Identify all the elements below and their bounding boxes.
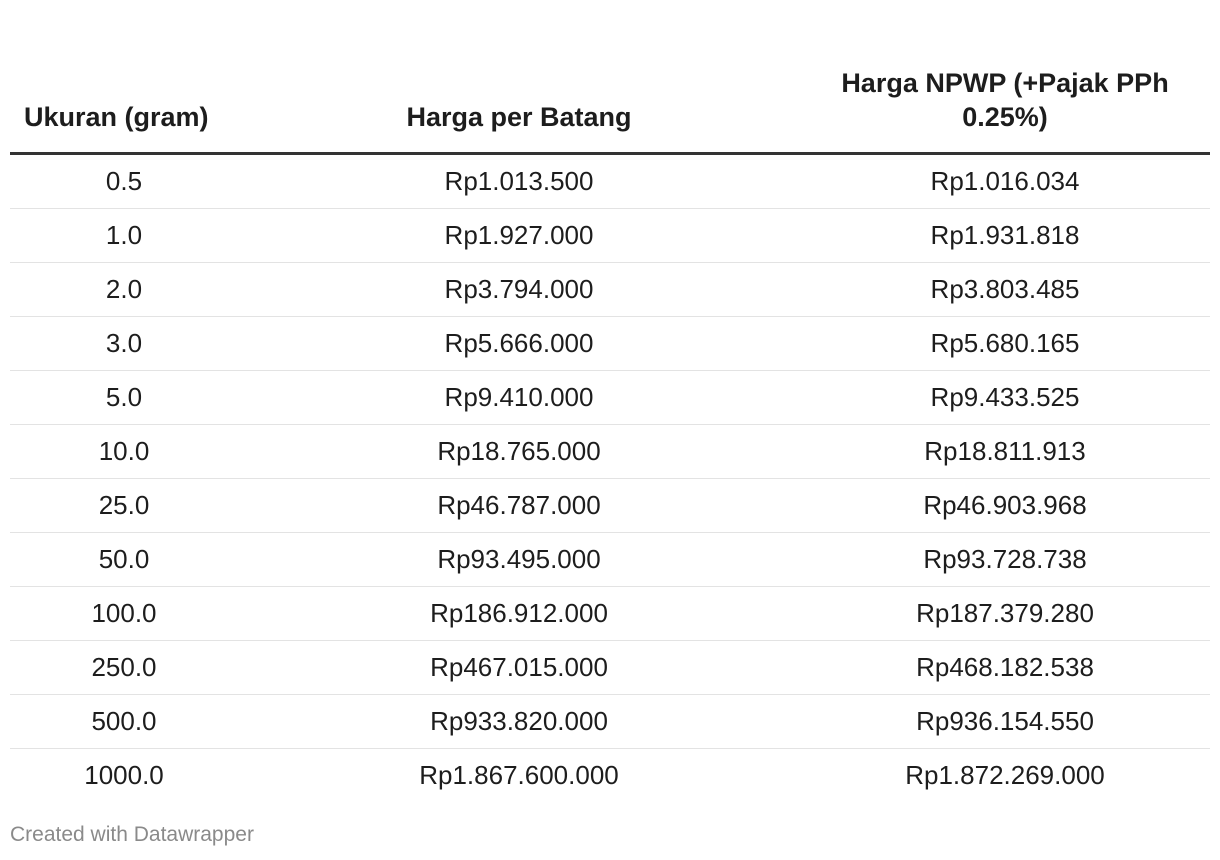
- cell-price-per-bar: Rp186.912.000: [238, 587, 800, 641]
- cell-price-per-bar: Rp93.495.000: [238, 533, 800, 587]
- cell-npwp-price: Rp5.680.165: [800, 317, 1210, 371]
- cell-size: 25.0: [10, 479, 238, 533]
- cell-size: 3.0: [10, 317, 238, 371]
- table-row: [10, 263, 1210, 317]
- column-header-price-per-bar: Harga per Batang: [238, 38, 800, 154]
- cell-price-per-bar: Rp18.765.000: [238, 425, 800, 479]
- cell-npwp-price: Rp3.803.485: [800, 263, 1210, 317]
- cell-npwp-price: Rp187.379.280: [800, 587, 1210, 641]
- cell-size: 1000.0: [84, 760, 164, 790]
- cell-price-per-bar: Rp1.867.600.000: [419, 760, 619, 790]
- cell-size: 500.0: [10, 695, 238, 749]
- price-table: [10, 38, 1210, 802]
- column-header-size: Ukuran (gram): [10, 38, 238, 154]
- table-row: [10, 371, 1210, 425]
- cell-price-per-bar: Rp1.013.500: [238, 154, 800, 209]
- cell-npwp-price: Rp1.931.818: [800, 209, 1210, 263]
- cell-npwp-price: Rp46.903.968: [800, 479, 1210, 533]
- column-header-npwp-price: Harga NPWP (+Pajak PPh 0.25%): [800, 38, 1210, 154]
- cell-size: 50.0: [10, 533, 238, 587]
- cell-price-per-bar: Rp9.410.000: [238, 371, 800, 425]
- datawrapper-credit: Created with Datawrapper: [10, 823, 254, 846]
- cell-npwp-price: Rp18.811.913: [800, 425, 1210, 479]
- table-header-row: [10, 38, 1210, 154]
- cell-size: 5.0: [10, 371, 238, 425]
- cell-npwp-price: Rp1.872.269.000: [905, 760, 1105, 790]
- cell-price-per-bar: Rp3.794.000: [238, 263, 800, 317]
- table-row: [10, 641, 1210, 695]
- cell-npwp-price: Rp9.433.525: [800, 371, 1210, 425]
- table-row: [10, 209, 1210, 263]
- cell-npwp-price: Rp1.016.034: [800, 154, 1210, 209]
- table-row: [10, 587, 1210, 641]
- cell-npwp-price: Rp468.182.538: [800, 641, 1210, 695]
- cell-price-per-bar: Rp5.666.000: [238, 317, 800, 371]
- cell-price-per-bar: Rp46.787.000: [238, 479, 800, 533]
- table-row: [10, 425, 1210, 479]
- cell-price-per-bar: Rp1.927.000: [238, 209, 800, 263]
- cell-size: 2.0: [10, 263, 238, 317]
- cell-size: 0.5: [10, 154, 238, 209]
- cell-price-per-bar: Rp467.015.000: [238, 641, 800, 695]
- table-row: [10, 749, 1210, 803]
- table-row: [10, 533, 1210, 587]
- cell-size: 10.0: [10, 425, 238, 479]
- cell-size: 1.0: [10, 209, 238, 263]
- cell-size: 100.0: [10, 587, 238, 641]
- cell-npwp-price: Rp936.154.550: [800, 695, 1210, 749]
- table-row: [10, 695, 1210, 749]
- cell-price-per-bar: Rp933.820.000: [238, 695, 800, 749]
- cell-npwp-price: Rp93.728.738: [800, 533, 1210, 587]
- cell-size: 250.0: [10, 641, 238, 695]
- price-table-container: [10, 38, 1210, 802]
- table-row: [10, 317, 1210, 371]
- table-row: [10, 154, 1210, 209]
- table-row: [10, 479, 1210, 533]
- table-body: [10, 154, 1210, 803]
